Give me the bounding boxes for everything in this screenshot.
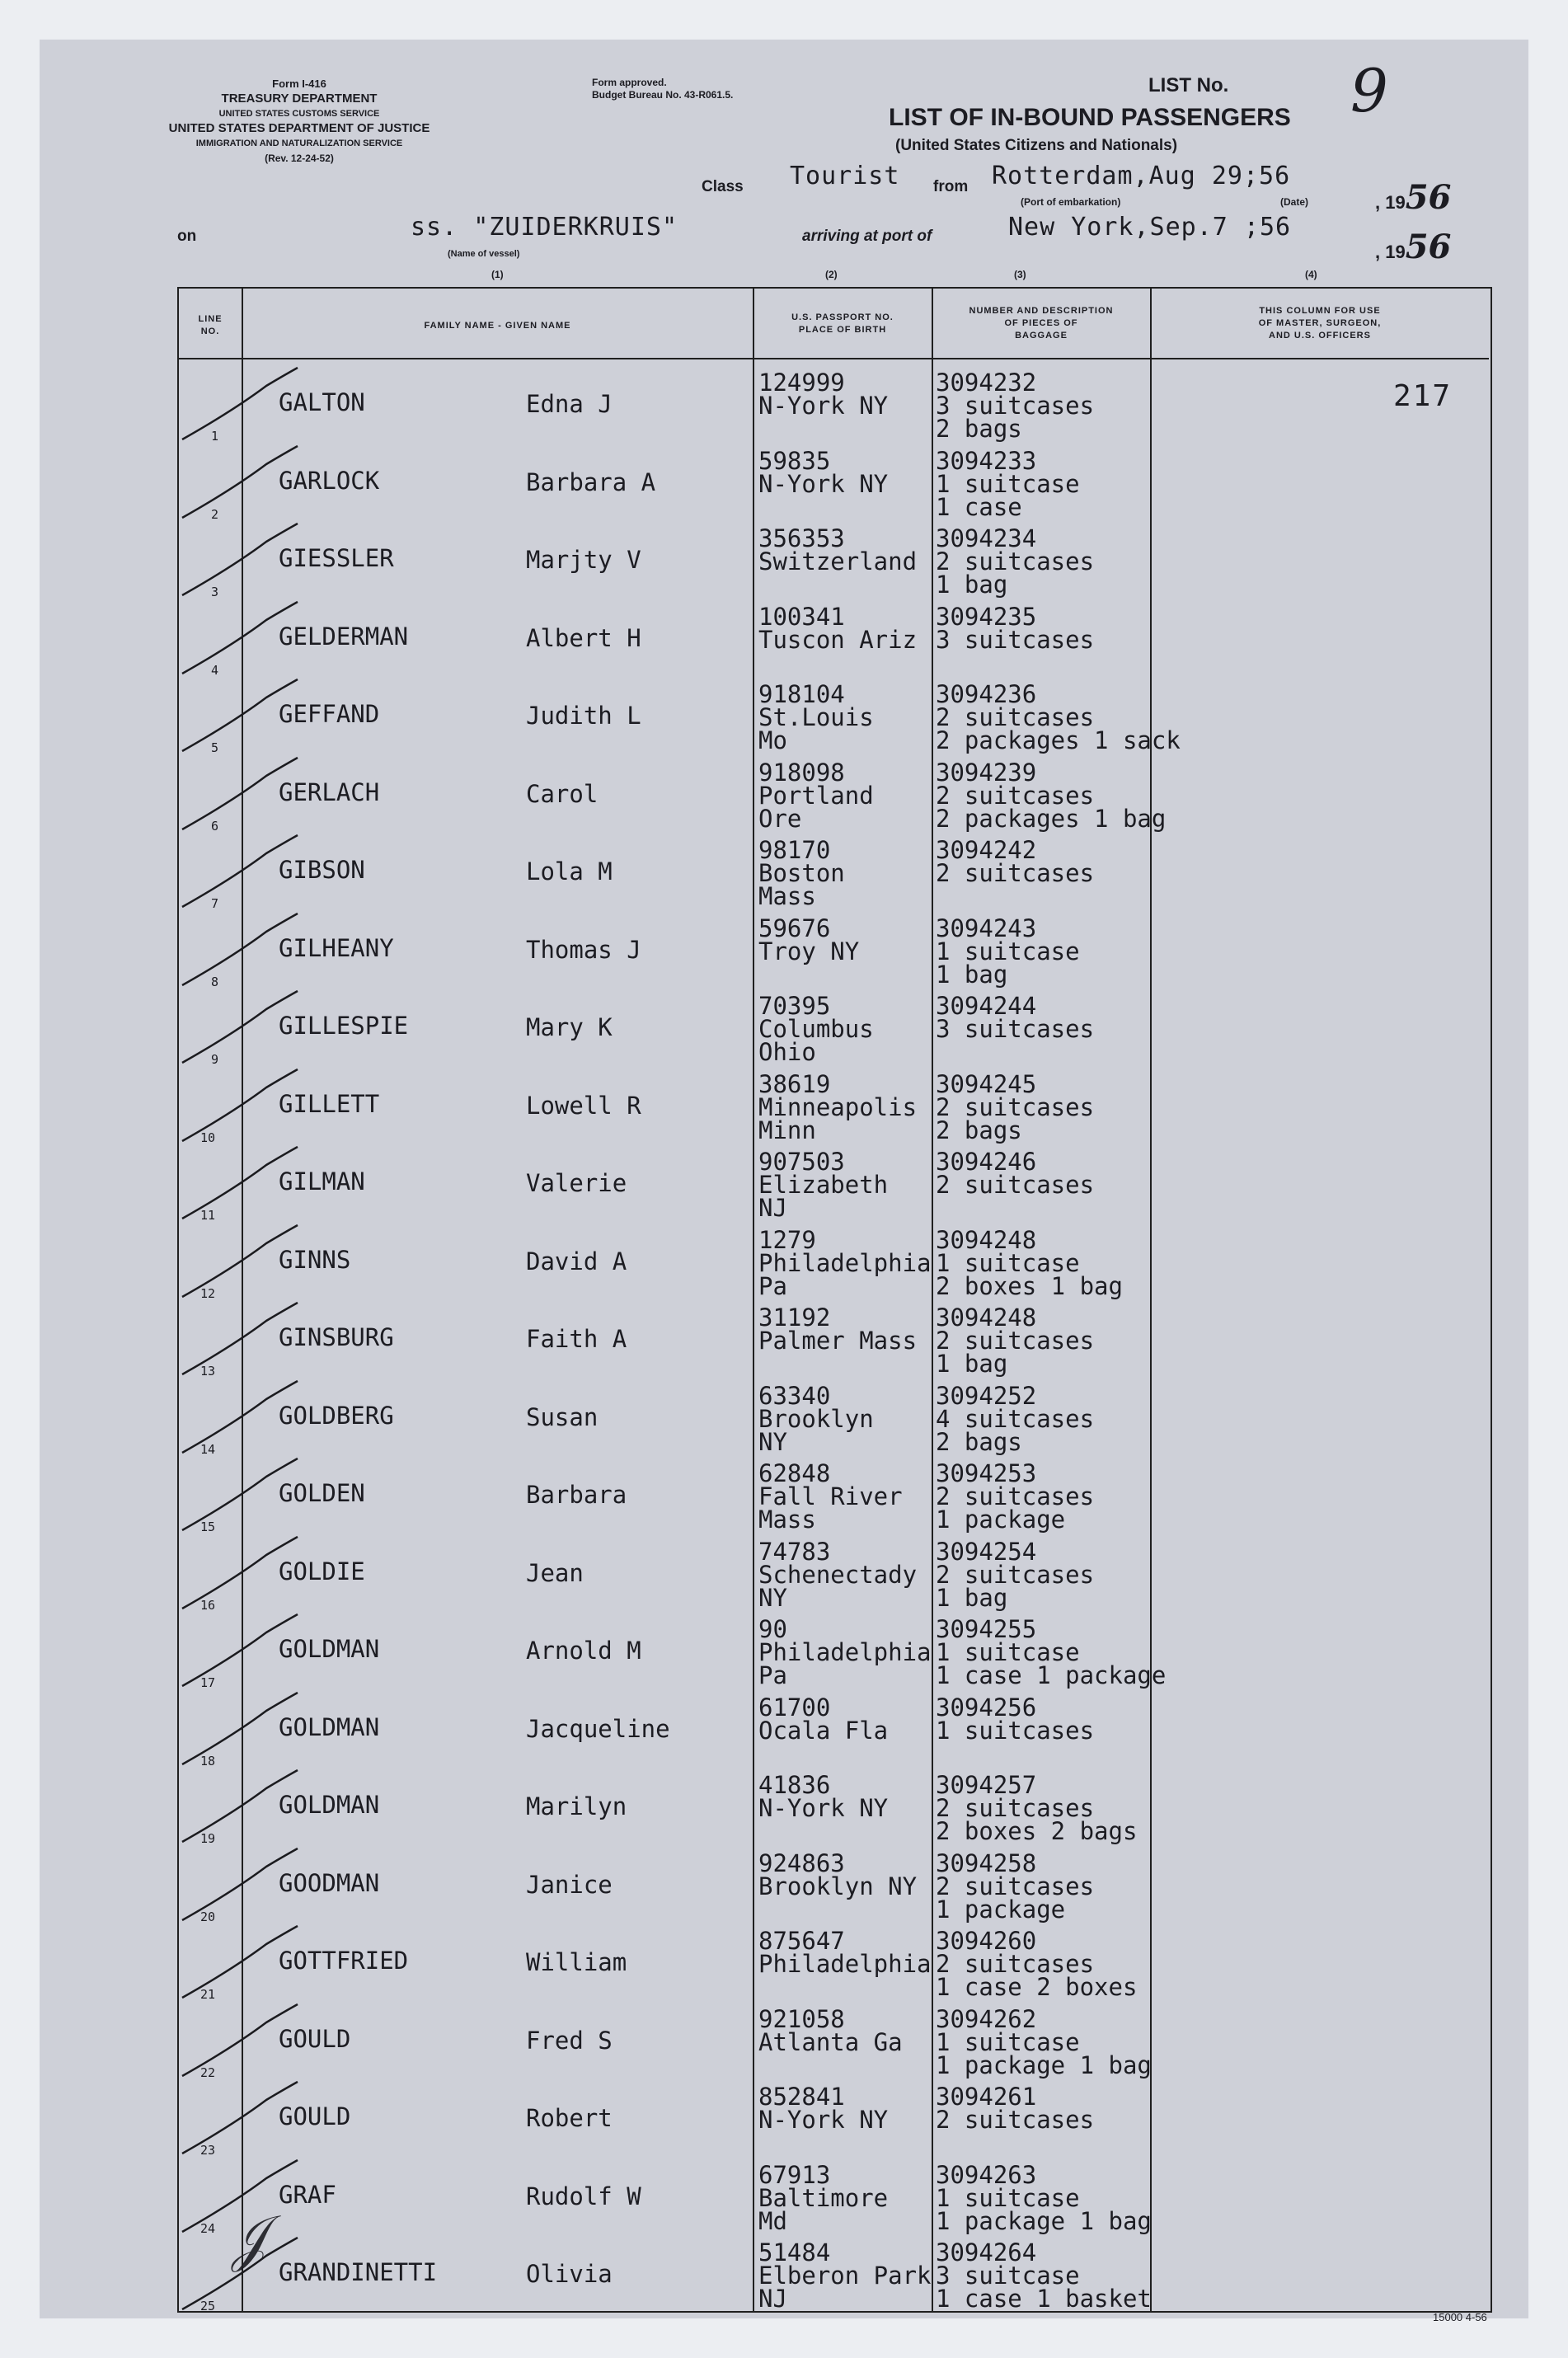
baggage-description: 3094260 2 suitcases 1 case 2 boxes: [936, 1927, 1138, 2001]
line-number: 13: [200, 1364, 216, 1379]
passenger-row: [40, 2006, 1528, 2084]
family-name: GOLDMAN: [279, 1712, 380, 1741]
passport-birthplace: 1279 Philadelphia Pa: [758, 1225, 932, 1300]
given-name: Fred S: [526, 2026, 613, 2055]
line-number: 20: [200, 1909, 216, 1924]
given-name: David A: [526, 1247, 627, 1275]
passenger-row: [40, 993, 1528, 1071]
baggage-description: 3094252 4 suitcases 2 bags: [936, 1381, 1095, 1456]
baggage-description: 3094242 2 suitcases: [936, 836, 1095, 887]
handwritten-initials: 𝒥: [224, 2205, 271, 2274]
column-header-baggage: NUMBER AND DESCRIPTION OF PIECES OF BAGGAGE: [969, 306, 1114, 341]
passport-birthplace: 62848 Fall River Mass: [758, 1459, 903, 1534]
passport-birthplace: 61700 Ocala Fla: [758, 1693, 889, 1745]
embarkation-caption: (Port of embarkation): [1021, 196, 1121, 208]
family-name: GALTON: [279, 388, 365, 416]
passenger-row: [40, 1304, 1528, 1383]
given-name: Olivia: [526, 2260, 613, 2288]
given-name: Jean: [526, 1558, 584, 1587]
line-number: 5: [211, 740, 219, 755]
passport-birthplace: 918104 St.Louis Mo: [758, 680, 874, 754]
col-num-1: (1): [491, 269, 504, 280]
line-number: 2: [211, 506, 219, 522]
ins-service: IMMIGRATION AND NATURALIZATION SERVICE: [195, 139, 403, 148]
date-caption: (Date): [1280, 196, 1309, 208]
given-name: Albert H: [526, 623, 641, 652]
class-label: Class: [702, 178, 744, 195]
passport-birthplace: 74783 Schenectady NY: [758, 1537, 918, 1612]
passenger-row: [40, 759, 1528, 838]
line-number: 18: [200, 1753, 216, 1768]
passport-birthplace: 875647 Philadelphia: [758, 1927, 932, 1978]
family-name: GINSBURG: [279, 1323, 394, 1351]
passenger-row: [40, 604, 1528, 682]
given-name: Valerie: [526, 1169, 627, 1197]
passenger-row: [40, 1616, 1528, 1694]
given-name: Barbara A: [526, 467, 656, 496]
family-name: GOLDMAN: [279, 1791, 380, 1819]
passenger-row: [40, 1460, 1528, 1538]
arriving-label: arriving at port of: [802, 228, 932, 245]
passport-birthplace: 907503 Elizabeth NJ: [758, 1148, 889, 1222]
line-number: 25: [200, 2299, 216, 2313]
passenger-row: [40, 1850, 1528, 1928]
embarkation-value: Rotterdam,Aug 29;56: [992, 162, 1291, 190]
family-name: GRAF: [279, 2180, 336, 2209]
arrival-value: New York,Sep.7 ;56: [1008, 213, 1292, 242]
column-header-passport: U.S. PASSPORT NO. PLACE OF BIRTH: [791, 312, 894, 335]
given-name: Thomas J: [526, 935, 641, 964]
given-name: Rudolf W: [526, 2182, 641, 2210]
baggage-description: 3094248 2 suitcases 1 bag: [936, 1303, 1095, 1378]
baggage-description: 3094248 1 suitcase 2 boxes 1 bag: [936, 1225, 1123, 1300]
customs-service: UNITED STATES CUSTOMS SERVICE: [218, 109, 380, 119]
year-prefix-2: [1375, 228, 1451, 266]
baggage-description: 3094257 2 suitcases 2 boxes 2 bags: [936, 1771, 1138, 1845]
line-number: 19: [200, 1831, 216, 1846]
family-name: GIESSLER: [279, 544, 394, 572]
family-name: GOLDBERG: [279, 1401, 394, 1430]
family-name: GOTTFRIED: [279, 1947, 409, 1975]
list-no-value: 9: [1350, 56, 1388, 125]
passport-birthplace: 924863 Brooklyn NY: [758, 1848, 918, 1900]
passenger-row: [40, 837, 1528, 915]
column-header-name: FAMILY NAME - GIVEN NAME: [424, 321, 571, 331]
family-name: GILLESPIE: [279, 1012, 409, 1040]
given-name: Lowell R: [526, 1091, 641, 1120]
passenger-row: [40, 369, 1528, 448]
year-prefix-text: , 19: [1375, 242, 1406, 262]
passenger-row: [40, 525, 1528, 604]
baggage-description: 3094263 1 suitcase 1 package 1 bag: [936, 2160, 1152, 2235]
passport-birthplace: 51484 Elberon Park NJ: [758, 2238, 932, 2313]
col-num-3: (3): [1014, 269, 1026, 280]
passport-birthplace: 63340 Brooklyn NY: [758, 1381, 874, 1456]
year-prefix-text: , 19: [1375, 192, 1406, 213]
passport-birthplace: 70395 Columbus Ohio: [758, 992, 874, 1066]
given-name: Mary K: [526, 1013, 613, 1041]
treasury-dept: TREASURY DEPARTMENT: [221, 92, 378, 106]
approval-block: [592, 77, 733, 101]
line-number: 1: [211, 429, 219, 444]
baggage-description: 3094235 3 suitcases: [936, 602, 1095, 654]
baggage-description: 3094258 2 suitcases 1 package: [936, 1848, 1095, 1924]
baggage-description: 3094239 2 suitcases 2 packages 1 bag: [936, 758, 1167, 833]
given-name: Arnold M: [526, 1637, 641, 1665]
passport-birthplace: 90 Philadelphia Pa: [758, 1615, 932, 1689]
baggage-description: 3094253 2 suitcases 1 package: [936, 1459, 1095, 1534]
officer-note: 217: [1393, 379, 1453, 413]
passport-birthplace: 356353 Switzerland: [758, 524, 918, 575]
baggage-description: 3094245 2 suitcases 2 bags: [936, 1069, 1095, 1144]
given-name: Marjty V: [526, 546, 641, 574]
passenger-row: [40, 448, 1528, 526]
passenger-row: [40, 1148, 1528, 1227]
baggage-description: 3094246 2 suitcases: [936, 1148, 1095, 1199]
family-name: GOODMAN: [279, 1868, 380, 1897]
form-number: Form I-416: [272, 78, 326, 90]
line-number: 3: [211, 585, 219, 599]
baggage-description: 3094236 2 suitcases 2 packages 1 sack: [936, 680, 1181, 754]
budget-bureau-line: Budget Bureau No. 43-R061.5.: [592, 89, 734, 101]
baggage-description: 3094233 1 suitcase 1 case: [936, 446, 1080, 521]
passport-birthplace: 67913 Baltimore Md: [758, 2160, 889, 2235]
col-num-2: (2): [825, 269, 838, 280]
baggage-description: 3094244 3 suitcases: [936, 992, 1095, 1043]
line-number: 7: [211, 896, 219, 911]
passport-birthplace: 918098 Portland Ore: [758, 758, 874, 833]
justice-dept: UNITED STATES DEPARTMENT OF JUSTICE: [168, 121, 430, 135]
baggage-description: 3094262 1 suitcase 1 package 1 bag: [936, 2004, 1152, 2079]
passport-birthplace: 98170 Boston Mass: [758, 836, 845, 910]
line-number: 21: [200, 1987, 216, 2002]
line-number: 8: [211, 974, 219, 989]
class-value: Tourist: [790, 162, 900, 190]
line-number: 24: [200, 2220, 216, 2236]
family-name: GIBSON: [279, 856, 365, 884]
passenger-row: [40, 1071, 1528, 1149]
baggage-description: 3094256 1 suitcases: [936, 1693, 1095, 1745]
family-name: GILHEANY: [279, 933, 394, 962]
year-handwritten: 56: [1405, 178, 1452, 217]
passport-birthplace: 921058 Atlanta Ga: [758, 2004, 903, 2056]
given-name: Marilyn: [526, 1792, 627, 1820]
line-number: 12: [200, 1285, 216, 1301]
line-number: 14: [200, 1441, 216, 1457]
given-name: Judith L: [526, 702, 641, 730]
baggage-description: 3094261 2 suitcases: [936, 2083, 1095, 2134]
passenger-row: [40, 1772, 1528, 1850]
passport-birthplace: 59835 N-York NY: [758, 446, 889, 498]
form-block: [163, 77, 435, 166]
line-number: 6: [211, 818, 219, 834]
passport-birthplace: 38619 Minneapolis Minn: [758, 1069, 918, 1144]
line-number: 15: [200, 1520, 216, 1534]
family-name: GEFFAND: [279, 700, 380, 728]
year-handwritten: 56: [1405, 228, 1452, 266]
baggage-description: 3094254 2 suitcases 1 bag: [936, 1537, 1095, 1612]
passenger-row: [40, 1383, 1528, 1461]
line-number: 4: [211, 662, 219, 678]
given-name: Lola M: [526, 857, 613, 885]
passenger-row: [40, 2083, 1528, 2162]
family-name: GOULD: [279, 2102, 351, 2130]
given-name: Barbara: [526, 1481, 627, 1509]
passport-birthplace: 852841 N-York NY: [758, 2083, 889, 2134]
line-number: 23: [200, 2143, 216, 2158]
baggage-description: 3094232 3 suitcases 2 bags: [936, 369, 1095, 443]
line-number: 22: [200, 2064, 216, 2080]
family-name: GILLETT: [279, 1089, 380, 1118]
family-name: GOLDMAN: [279, 1635, 380, 1663]
on-label: on: [177, 228, 197, 245]
family-name: GOLDEN: [279, 1479, 365, 1507]
family-name: GERLACH: [279, 777, 380, 806]
given-name: Faith A: [526, 1325, 627, 1353]
passenger-row: [40, 1227, 1528, 1305]
given-name: Robert: [526, 2104, 613, 2132]
line-number: 17: [200, 1675, 216, 1690]
footer-code: 15000 4-56: [1433, 2311, 1487, 2323]
page-subtitle: (United States Citizens and Nationals): [895, 137, 1178, 154]
baggage-description: 3094234 2 suitcases 1 bag: [936, 524, 1095, 599]
manifest-sheet: [40, 40, 1528, 2323]
family-name: GELDERMAN: [279, 622, 409, 651]
baggage-description: 3094264 3 suitcase 1 case 1 basket: [936, 2238, 1152, 2313]
given-name: Edna J: [526, 390, 613, 418]
passenger-row: [40, 1538, 1528, 1617]
family-name: GOLDIE: [279, 1557, 365, 1585]
passport-birthplace: 100341 Tuscon Ariz: [758, 602, 918, 654]
line-number: 11: [200, 1208, 216, 1223]
family-name: GINNS: [279, 1245, 351, 1274]
given-name: William: [526, 1948, 627, 1976]
baggage-description: 3094255 1 suitcase 1 case 1 package: [936, 1615, 1167, 1689]
approval-line: Form approved.: [592, 77, 667, 88]
line-number: 10: [200, 1130, 216, 1145]
col-num-4: (4): [1305, 269, 1317, 280]
baggage-description: 3094243 1 suitcase 1 bag: [936, 914, 1080, 989]
page-title: LIST OF IN-BOUND PASSENGERS: [889, 104, 1291, 131]
passenger-row: [40, 681, 1528, 759]
family-name: GILMAN: [279, 1167, 365, 1195]
list-no-label: LIST No.: [1148, 74, 1229, 96]
passport-birthplace: 124999 N-York NY: [758, 369, 889, 420]
line-number: 9: [211, 1052, 219, 1067]
passport-birthplace: 59676 Troy NY: [758, 914, 860, 965]
passport-birthplace: 31192 Palmer Mass: [758, 1303, 918, 1355]
column-header-line: LINE NO.: [198, 314, 223, 336]
from-label: from: [933, 178, 969, 195]
passport-birthplace: 41836 N-York NY: [758, 1771, 889, 1822]
given-name: Janice: [526, 1870, 613, 1899]
passenger-row: [40, 1928, 1528, 2006]
given-name: Carol: [526, 779, 599, 808]
given-name: Jacqueline: [526, 1714, 670, 1743]
year-prefix: [1375, 178, 1451, 217]
vessel-caption: (Name of vessel): [448, 249, 520, 259]
given-name: Susan: [526, 1402, 599, 1431]
line-number: 16: [200, 1597, 216, 1613]
form-revision: (Rev. 12-24-52): [265, 153, 334, 164]
family-name: GRANDINETTI: [279, 2258, 438, 2286]
family-name: GARLOCK: [279, 466, 380, 495]
family-name: GOULD: [279, 2024, 351, 2053]
passenger-row: [40, 915, 1528, 993]
passenger-row: [40, 1694, 1528, 1773]
vessel-name: ss. "ZUIDERKRUIS": [411, 213, 678, 242]
column-header-officers: THIS COLUMN FOR USE OF MASTER, SURGEON, AND U.S. OFFICERS: [1258, 306, 1382, 341]
